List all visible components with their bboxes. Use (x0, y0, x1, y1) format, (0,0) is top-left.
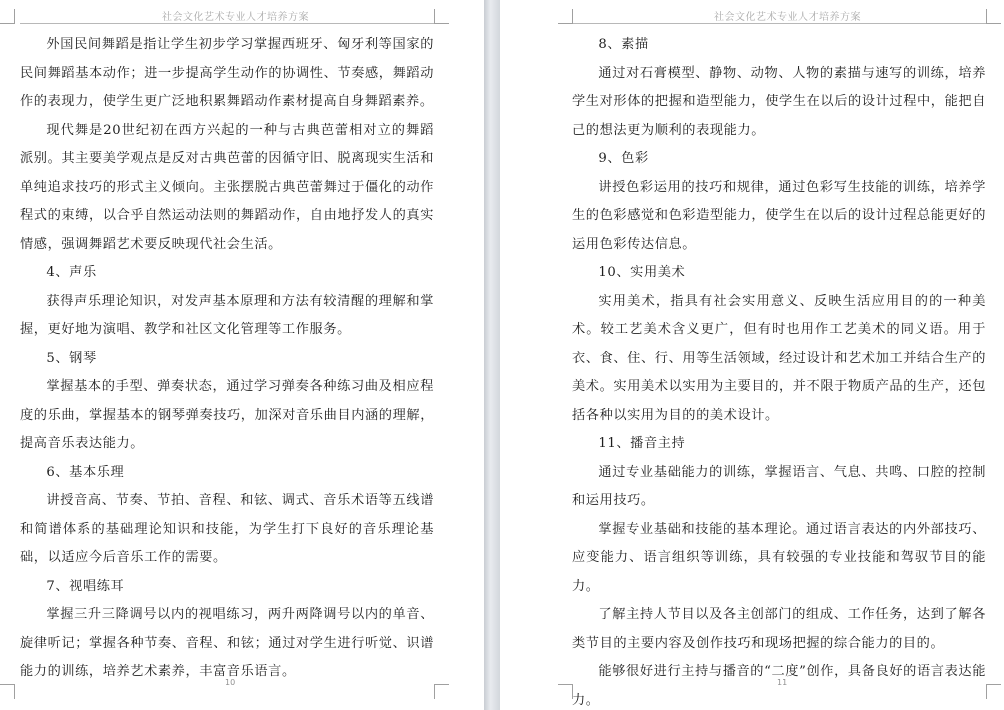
paragraph-color: 讲授色彩运用的技巧和规律，通过色彩写生技能的训练，培养学生的色彩感觉和色彩造型能力，使学生在以后的设计过程总能更好的运用色彩传达信息。 (572, 179, 986, 252)
section-heading-broadcasting: 11、播音主持 (598, 436, 686, 451)
paragraph-music-theory: 讲授音高、节奏、节拍、音程、和铉、调式、音乐术语等五线谱和简谱体系的基础理论知识和技能，为学生打下良好的音乐理论基础，以适应今后音乐工作的需要。 (20, 493, 434, 565)
section-heading-vocal: 4、声乐 (46, 265, 97, 280)
page-body (572, 31, 986, 710)
page-header-text: 社会文化艺术专业人才培养方案 (714, 12, 861, 23)
paragraph-piano: 掌握基本的手型、弹奏状态，通过学习弹奏各种练习曲及相应程度的乐曲，掌握基本的钢琴弹奏技巧，加深对音乐曲目内涵的理解，提高音乐表达能力。 (20, 379, 434, 451)
header-rule (572, 23, 986, 24)
page-number: 10 (225, 678, 236, 687)
paragraph-folk-dance: 外国民间舞蹈是指让学生初步学习掌握西班牙、匈牙利等国家的民间舞蹈基本动作；进一步提高学生动作的协调性、节奏感，舞蹈动作的表现力，使学生更广泛地积累舞蹈动作素材提高自身舞蹈素养。 (20, 37, 434, 109)
header-rule (20, 23, 434, 24)
page-gutter (484, 0, 500, 710)
section-heading-applied-art: 10、实用美术 (598, 265, 686, 280)
section-heading-music-theory: 6、基本乐理 (46, 464, 125, 480)
crop-mark-top-right (434, 9, 449, 24)
document-page-left (0, 0, 484, 710)
crop-mark-top-left (0, 9, 15, 24)
crop-mark-bottom-right (986, 684, 1001, 699)
crop-mark-bottom-left (558, 684, 573, 699)
paragraph-sketch: 通过对石膏模型、静物、动物、人物的素描与速写的训练，培养学生对形体的把握和造型能力，使学生在以后的设计过程中，能把自己的想法更为顺利的表现能力。 (572, 65, 986, 138)
page-body (20, 31, 434, 687)
crop-mark-top-left (558, 9, 573, 24)
paragraph-broadcasting-4: 能够很好进行主持与播音的“二度”创作，具备良好的语言表达能力。 (572, 664, 986, 708)
section-heading-sketch: 8、素描 (598, 37, 649, 52)
paragraph-solfeggio: 掌握三升三降调号以内的视唱练习，两升两降调号以内的单音、旋律听记；掌握各种节奏、音程、和铉；通过对学生进行听觉、识谱能力的训练，培养艺术素养，丰富音乐语言。 (20, 607, 434, 679)
section-heading-piano: 5、钢琴 (46, 350, 97, 366)
crop-mark-top-right (986, 9, 1001, 24)
paragraph-broadcasting-2: 掌握专业基础和技能的基本理论。通过语言表达的内外部技巧、应变能力、语言组织等训练，具有较强的专业技能和驾驭节目的能力。 (572, 521, 986, 594)
paragraph-broadcasting-3: 了解主持人节目以及各主创部门的组成、工作任务，达到了解各类节目的主要内容及创作技巧和现场把握的综合能力的目的。 (572, 607, 986, 651)
document-page-right (500, 0, 1004, 710)
crop-mark-bottom-left (0, 684, 15, 699)
page-number: 11 (777, 678, 788, 687)
section-heading-color: 9、色彩 (598, 151, 649, 166)
section-heading-solfeggio: 7、视唱练耳 (46, 578, 125, 594)
paragraph-broadcasting-1: 通过专业基础能力的训练，掌握语言、气息、共鸣、口腔的控制和运用技巧。 (572, 464, 986, 508)
paragraph-modern-dance: 现代舞是20世纪初在西方兴起的一种与古典芭蕾相对立的舞蹈派别。其主要美学观点是反对古典芭蕾的因循守旧、脱离现实生活和单纯追求技巧的形式主义倾向。主张摆脱古典芭蕾舞过于僵化的动作程式的束缚，以合乎自然运动法则的舞蹈动作，自由地抒发人的真实情感，强调舞蹈艺术要反映现代社会生活。 (20, 122, 434, 252)
crop-mark-bottom-right (434, 684, 449, 699)
paragraph-applied-art: 实用美术，指具有社会实用意义、反映生活应用目的的一种美术。较工艺美术含义更广，但有时也用作工艺美术的同义语。用于衣、食、住、行、用等生活领域，经过设计和艺术加工并结合生产的美术。实用美术以实用为主要目的，并不限于物质产品的生产，还包括各种以实用为目的的美术设计。 (572, 293, 986, 423)
page-header-text: 社会文化艺术专业人才培养方案 (162, 12, 309, 23)
paragraph-vocal: 获得声乐理论知识，对发声基本原理和方法有较清醒的理解和掌握，更好地为演唱、教学和社区文化管理等工作服务。 (20, 293, 434, 337)
